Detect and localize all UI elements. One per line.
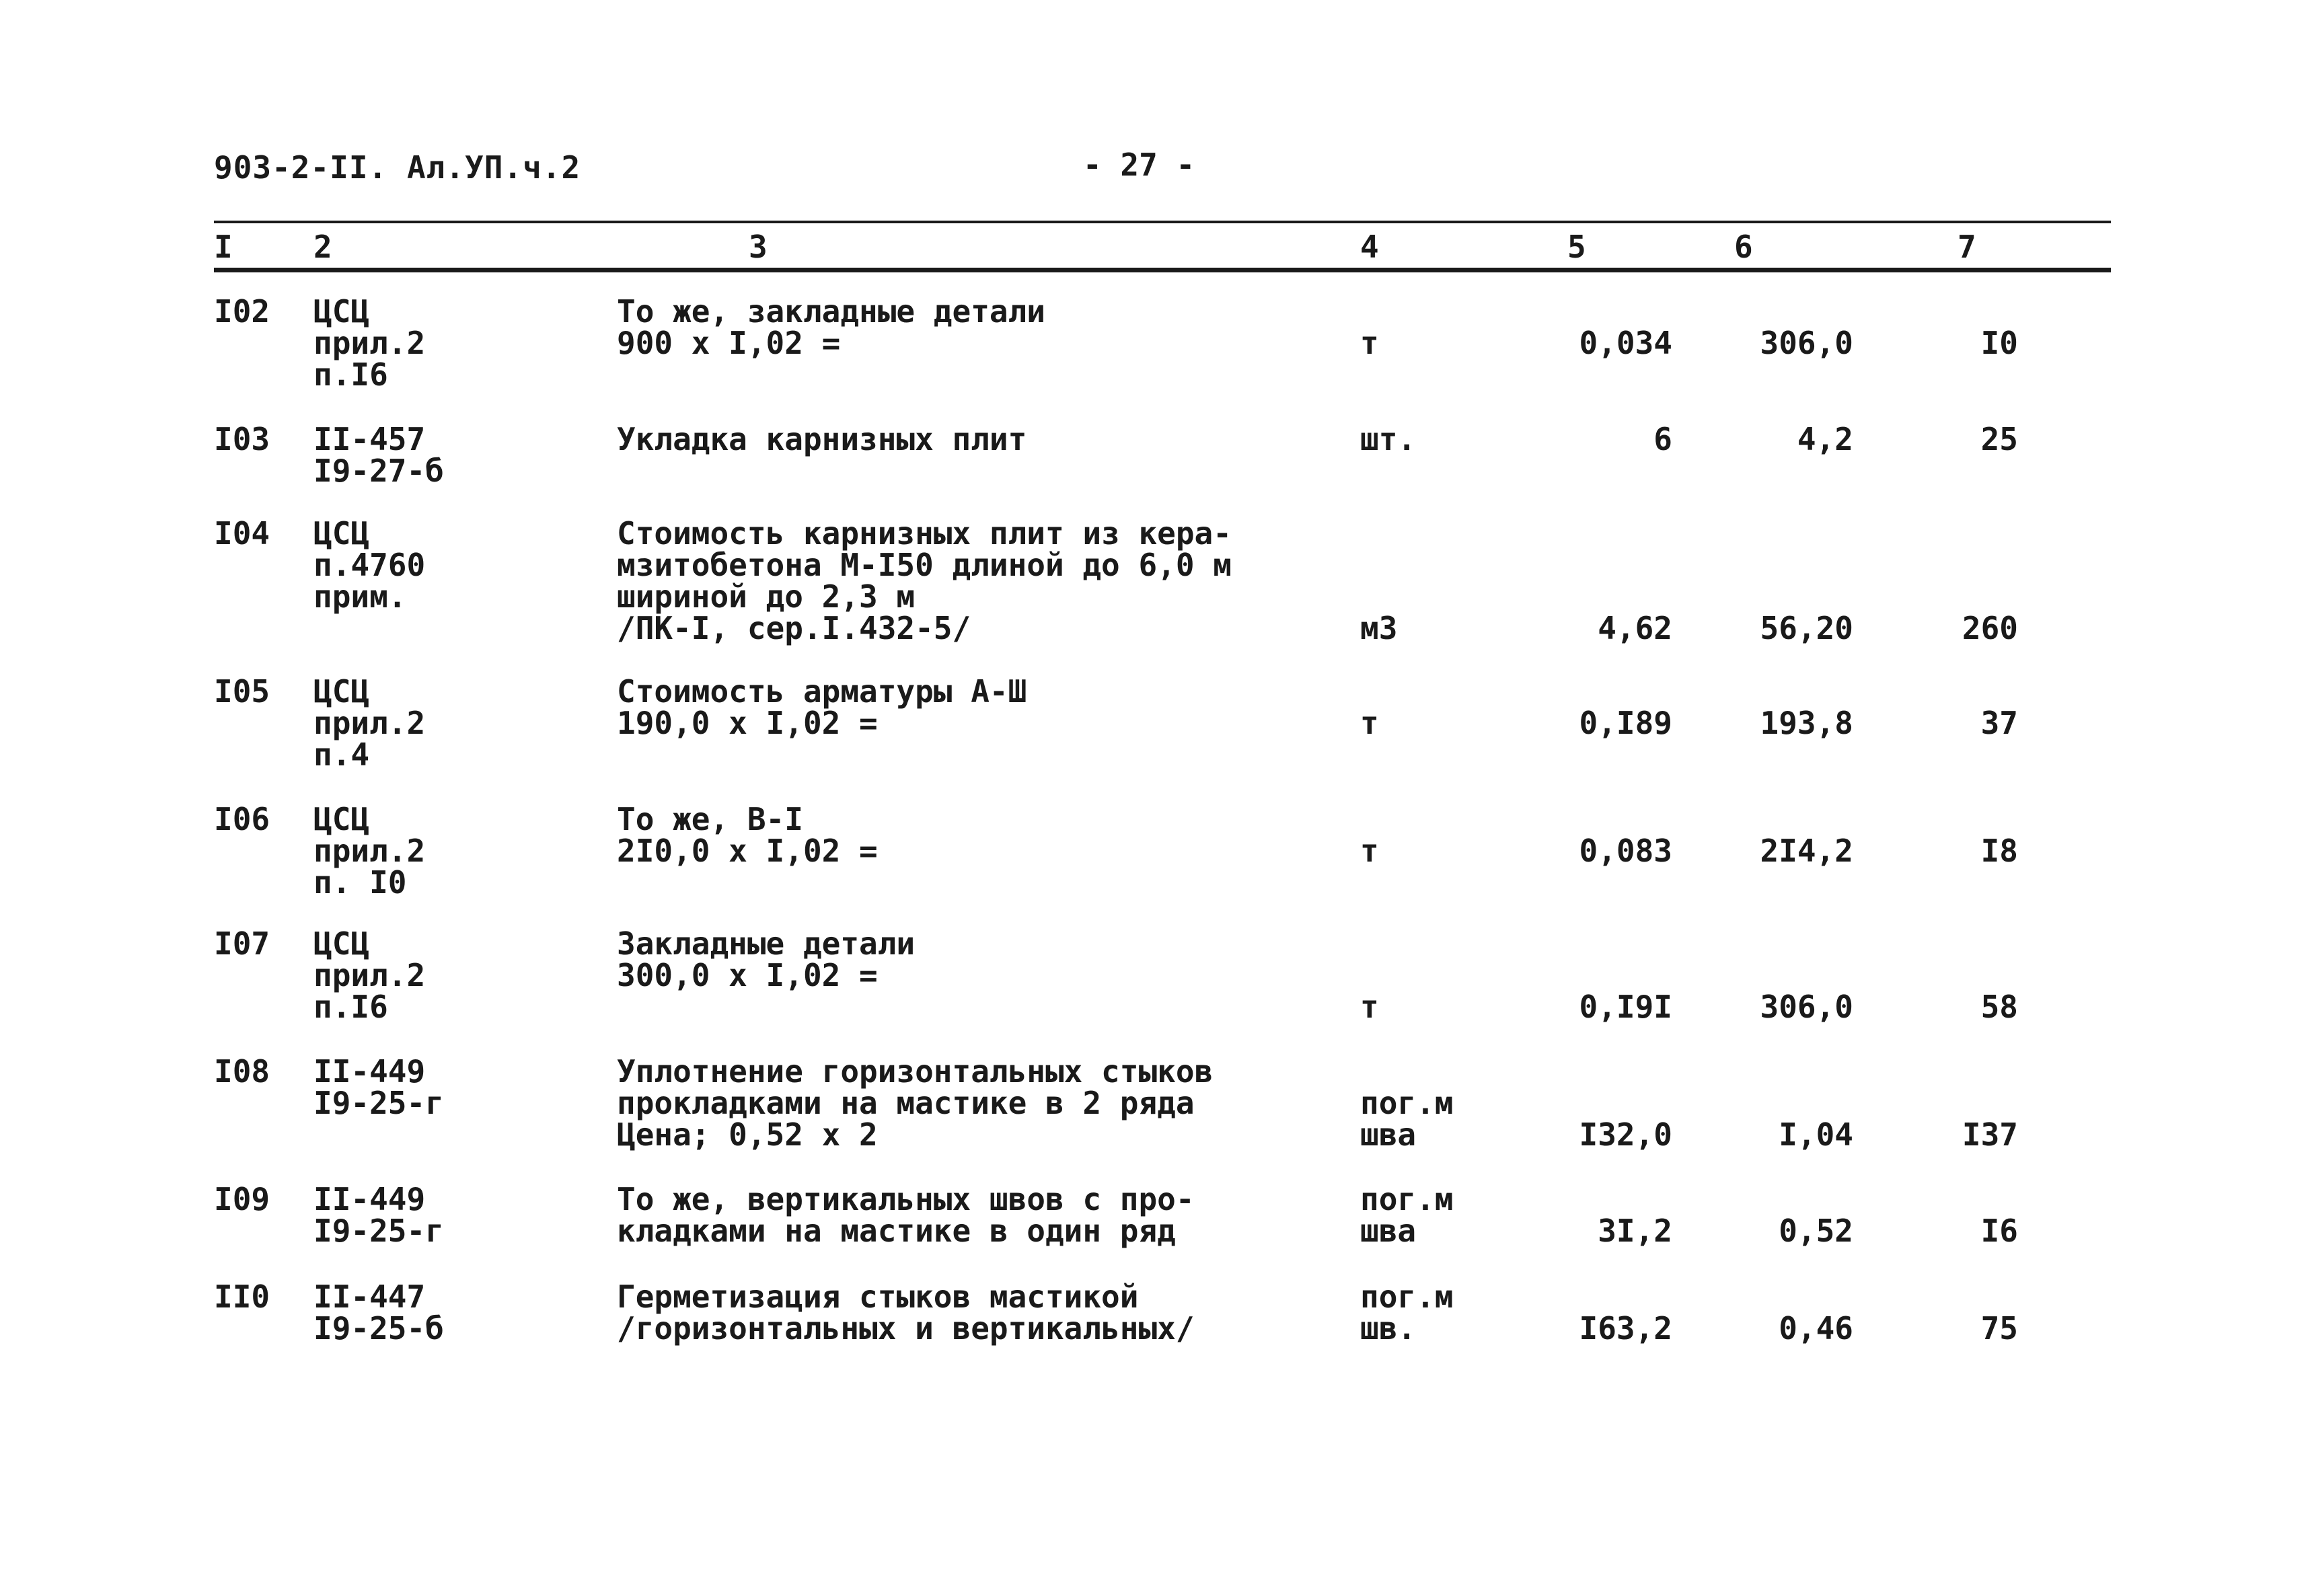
row-number: I06 <box>214 801 270 837</box>
norm-code-line: ЦСЦ <box>313 293 370 330</box>
row-number: II0 <box>214 1279 270 1315</box>
quantity: 3I,2 <box>1598 1213 1672 1249</box>
norm-code <box>313 1181 596 1249</box>
total-cost: I8 <box>1980 833 2018 869</box>
work-description-line: То же, вертикальных швов с про- <box>617 1181 1195 1217</box>
unit-price: 2I4,2 <box>1760 833 1853 869</box>
work-description-line: 2I0,0 х I,02 = <box>617 833 878 869</box>
norm-code-line: I9-27-б <box>313 453 444 489</box>
norm-code-line: ЦСЦ <box>313 801 370 837</box>
quantity: 4,62 <box>1598 610 1672 646</box>
row-number: I07 <box>214 925 270 962</box>
unit-of-measure <box>1360 421 1508 457</box>
column-header-2: 2 <box>313 229 332 265</box>
work-description-line: /ПК-I, сер.I.432-5/ <box>617 610 971 646</box>
norm-code <box>313 925 596 1025</box>
unit-of-measure-line: шва <box>1360 1116 1417 1153</box>
unit-of-measure-line: шва <box>1360 1213 1417 1249</box>
work-description <box>617 1053 1343 1153</box>
unit-of-measure <box>1360 991 1508 1023</box>
work-description-line: То же, В-I <box>617 801 803 837</box>
row-number: I04 <box>214 515 270 552</box>
unit-price: 193,8 <box>1760 705 1853 741</box>
norm-code-line: II-449 <box>313 1181 426 1217</box>
quantity: I32,0 <box>1579 1116 1672 1153</box>
quantity: 0,034 <box>1579 325 1672 361</box>
row-number: I05 <box>214 673 270 710</box>
norm-code-line: ЦСЦ <box>313 515 370 552</box>
quantity: 0,083 <box>1579 833 1672 869</box>
total-cost: I6 <box>1980 1213 2018 1249</box>
work-description-line: Цена; 0,52 х 2 <box>617 1116 878 1153</box>
work-description-line: Стоимость арматуры А-Ш <box>617 673 1027 710</box>
total-cost: 37 <box>1980 705 2018 741</box>
unit-of-measure-line: шт. <box>1360 421 1417 457</box>
row-number: I03 <box>214 421 270 457</box>
work-description-line: Укладка карнизных плит <box>617 421 1027 457</box>
column-header-6: 6 <box>1734 229 1753 265</box>
quantity: 0,I89 <box>1579 705 1672 741</box>
norm-code <box>313 1053 596 1121</box>
total-cost: I37 <box>1962 1116 2018 1153</box>
work-description <box>617 293 1343 361</box>
work-description-line: шириной до 2,3 м <box>617 578 916 615</box>
column-header-5: 5 <box>1567 229 1586 265</box>
unit-of-measure-line: пог.м <box>1360 1085 1454 1121</box>
unit-of-measure-line: м3 <box>1360 610 1398 646</box>
norm-code-line: II-457 <box>313 421 426 457</box>
unit-of-measure <box>1360 325 1508 361</box>
total-cost: 75 <box>1980 1310 2018 1346</box>
unit-of-measure <box>1360 835 1508 867</box>
unit-of-measure <box>1360 1181 1508 1249</box>
unit-of-measure <box>1360 610 1508 646</box>
document-code: 903-2-II. Ал.УП.ч.2 <box>214 149 581 186</box>
total-cost: 25 <box>1980 421 2018 457</box>
norm-code-line: I9-25-б <box>313 1310 444 1346</box>
unit-of-measure-line: т <box>1360 989 1379 1025</box>
norm-code-line: прим. <box>313 578 407 615</box>
norm-code-line: I9-25-г <box>313 1213 444 1249</box>
column-header-1: I <box>214 229 233 265</box>
norm-code-line: п.I6 <box>313 989 388 1025</box>
work-description <box>617 515 1343 646</box>
work-description-line: Стоимость карнизных плит из кера- <box>617 515 1232 552</box>
norm-code <box>313 673 596 773</box>
quantity: 6 <box>1653 421 1672 457</box>
unit-price: 306,0 <box>1760 325 1853 361</box>
unit-of-measure <box>1360 705 1508 741</box>
norm-code-line: ЦСЦ <box>313 673 370 710</box>
work-description-line: кладками на мастике в один ряд <box>617 1213 1176 1249</box>
work-description <box>617 801 1343 869</box>
work-description <box>617 925 1343 993</box>
norm-code <box>313 801 596 901</box>
work-description <box>617 1181 1343 1249</box>
work-description-line: мзитобетона М-I50 длиной до 6,0 м <box>617 547 1232 583</box>
norm-code <box>313 293 596 393</box>
unit-of-measure <box>1360 1281 1508 1344</box>
unit-price: 0,52 <box>1779 1213 1853 1249</box>
column-header-4: 4 <box>1360 229 1379 265</box>
page-number: - 27 - <box>1083 147 1195 183</box>
work-description-line: Уплотнение горизонтальных стыков <box>617 1053 1214 1090</box>
work-description-line: То же, закладные детали <box>617 293 1045 330</box>
norm-code <box>313 515 596 615</box>
unit-of-measure-line: пог.м <box>1360 1181 1454 1217</box>
norm-code <box>313 1281 596 1344</box>
unit-price: I,04 <box>1779 1116 1853 1153</box>
unit-price: 306,0 <box>1760 989 1853 1025</box>
row-number: I02 <box>214 293 270 330</box>
norm-code-line: прил.2 <box>313 325 426 361</box>
total-cost: I0 <box>1980 325 2018 361</box>
norm-code-line: прил.2 <box>313 705 426 741</box>
unit-price: 0,46 <box>1779 1310 1853 1346</box>
row-number: I08 <box>214 1053 270 1090</box>
work-description-line: Закладные детали <box>617 925 916 962</box>
norm-code-line: ЦСЦ <box>313 925 370 962</box>
work-description-line: прокладками на мастике в 2 ряда <box>617 1085 1195 1121</box>
unit-of-measure-line: шв. <box>1360 1310 1417 1346</box>
quantity: I63,2 <box>1579 1310 1672 1346</box>
norm-code-line: I9-25-г <box>313 1085 444 1121</box>
work-description-line: 190,0 х I,02 = <box>617 705 878 741</box>
unit-of-measure <box>1360 1085 1508 1153</box>
total-cost: 58 <box>1980 989 2018 1025</box>
unit-of-measure-line: т <box>1360 325 1379 361</box>
quantity: 0,I9I <box>1579 989 1672 1025</box>
unit-price: 56,20 <box>1760 610 1853 646</box>
norm-code <box>313 421 596 489</box>
work-description <box>617 1281 1343 1344</box>
norm-code-line: п.4760 <box>313 547 426 583</box>
header-bottom-rule <box>214 268 2111 272</box>
row-number: I09 <box>214 1181 270 1217</box>
norm-code-line: прил.2 <box>313 833 426 869</box>
norm-code-line: п.4 <box>313 736 370 773</box>
column-header-3: 3 <box>749 229 768 265</box>
norm-code-line: п.I6 <box>313 356 388 393</box>
norm-code-line: п. I0 <box>313 864 407 901</box>
work-description-line: /горизонтальных и вертикальных/ <box>617 1310 1195 1346</box>
unit-of-measure-line: т <box>1360 833 1379 869</box>
header-top-rule <box>214 221 2111 223</box>
unit-price: 4,2 <box>1797 421 1853 457</box>
work-description-line: 300,0 х I,02 = <box>617 957 878 993</box>
norm-code-line: II-447 <box>313 1279 426 1315</box>
unit-of-measure-line: пог.м <box>1360 1279 1454 1315</box>
norm-code-line: прил.2 <box>313 957 426 993</box>
total-cost: 260 <box>1962 610 2018 646</box>
unit-of-measure-line: т <box>1360 705 1379 741</box>
work-description-line: 900 х I,02 = <box>617 325 841 361</box>
work-description <box>617 421 1343 457</box>
work-description <box>617 673 1343 741</box>
norm-code-line: II-449 <box>313 1053 426 1090</box>
column-header-7: 7 <box>1958 229 1976 265</box>
work-description-line: Герметизация стыков мастикой <box>617 1279 1139 1315</box>
